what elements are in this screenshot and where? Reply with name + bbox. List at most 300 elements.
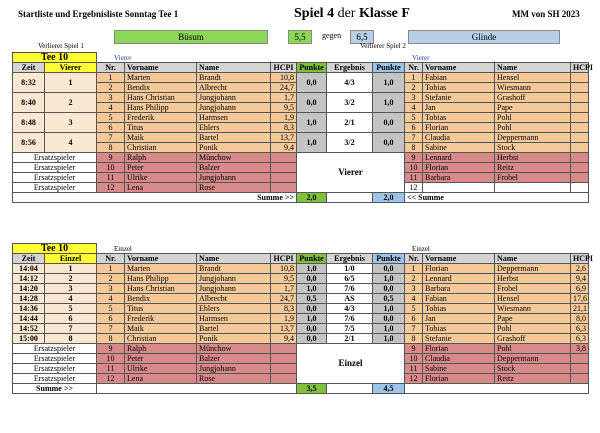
col-name: Name — [197, 254, 271, 264]
player-vorname: Marten — [125, 73, 197, 83]
away-ersatz-nr: 10 — [405, 354, 423, 364]
player-nr: 3 — [97, 284, 125, 294]
player-vorname: Frederik — [125, 113, 197, 123]
points-away: 1,0 — [373, 304, 405, 314]
ersatz-vorname: Lena — [125, 183, 197, 193]
points-home: 0,0 — [297, 73, 327, 93]
player-nr: 8 — [97, 334, 125, 344]
away-player-nr: 7 — [405, 324, 423, 334]
away-ersatz-vorname: Claudia — [423, 354, 495, 364]
match-result: 7/6 — [327, 284, 373, 294]
col-hcpi-away: HCPI — [571, 254, 589, 264]
away-player-hcpi — [571, 93, 589, 103]
away-player-name: Pape — [495, 314, 571, 324]
player-vorname: Hans Christian — [125, 93, 197, 103]
away-player-nr: 1 — [405, 73, 423, 83]
player-vorname: Maik — [125, 324, 197, 334]
points-away: 1,0 — [373, 334, 405, 344]
player-name: Albrecht — [197, 83, 271, 93]
match-result: 4/3 — [327, 304, 373, 314]
away-player-hcpi: 6,3 — [571, 334, 589, 344]
ersatz-label: Ersatzspieler — [13, 374, 97, 384]
ersatz-label: Ersatzspieler — [13, 173, 97, 183]
away-player-name: Stock — [495, 143, 571, 153]
away-player-nr: 8 — [405, 143, 423, 153]
tee-time: 14:36 — [13, 304, 45, 314]
summe-spacer-left — [97, 384, 297, 394]
match-result: 1/0 — [327, 264, 373, 274]
ersatz-hcpi — [271, 173, 297, 183]
away-ersatz-vorname: Florian — [423, 374, 495, 384]
player-name: Ponik — [197, 143, 271, 153]
away-player-nr: 4 — [405, 294, 423, 304]
away-ersatz-name: Pohl — [495, 344, 571, 354]
player-nr: 5 — [97, 113, 125, 123]
ersatz-row — [13, 344, 589, 354]
points-home: 1,0 — [297, 113, 327, 133]
player-name: Ehlers — [197, 123, 271, 133]
player-name: Jungjohann — [197, 274, 271, 284]
ersatz-vorname: Ulrike — [125, 364, 197, 374]
away-player-vorname: Fabian — [423, 73, 495, 83]
player-hcpi: 1,7 — [271, 93, 297, 103]
away-player-vorname: Tobias — [423, 83, 495, 93]
einzel-header-row — [13, 254, 589, 264]
einzel-row — [13, 284, 589, 294]
away-player-name: Wiesmann — [495, 304, 571, 314]
vierer-row — [13, 93, 589, 103]
away-ersatz-name: Frobel — [495, 173, 571, 183]
away-ersatz-name: Reitz — [495, 374, 571, 384]
ersatz-nr: 9 — [97, 153, 125, 163]
ersatz-vorname: Ralph — [125, 344, 197, 354]
ersatz-label: Ersatzspieler — [13, 163, 97, 173]
player-hcpi: 10,8 — [271, 73, 297, 83]
ersatz-hcpi — [271, 354, 297, 364]
away-player-name: Grashoff — [495, 93, 571, 103]
ersatz-row — [13, 153, 589, 163]
player-vorname: Hans Philipp — [125, 274, 197, 284]
away-ersatz-hcpi — [571, 163, 589, 173]
tee-time: 14:12 — [13, 274, 45, 284]
away-previous-label: Verlierer Spiel 2 — [360, 42, 406, 50]
ersatz-vorname: Ulrike — [125, 173, 197, 183]
points-away: 0,0 — [373, 133, 405, 153]
player-nr: 1 — [97, 264, 125, 274]
away-team-name: Glinde — [408, 30, 560, 44]
player-nr: 4 — [97, 294, 125, 304]
player-nr: 2 — [97, 274, 125, 284]
away-player-hcpi — [571, 83, 589, 93]
player-hcpi: 24,7 — [271, 294, 297, 304]
einzel-row — [13, 334, 589, 344]
away-player-name: Pohl — [495, 113, 571, 123]
ersatz-vorname: Peter — [125, 354, 197, 364]
away-ersatz-name — [495, 183, 571, 193]
player-hcpi: 8,3 — [271, 304, 297, 314]
summe-away: 2,0 — [373, 193, 405, 203]
away-ersatz-vorname: Lennard — [423, 153, 495, 163]
match-result: 4/3 — [327, 73, 373, 93]
vierer-center-label: Vierer — [297, 153, 405, 193]
away-player-vorname: Fabian — [423, 294, 495, 304]
away-player-nr: 3 — [405, 284, 423, 294]
away-ersatz-vorname: Florian — [423, 344, 495, 354]
player-name: Harmsen — [197, 314, 271, 324]
points-home: 0,0 — [297, 304, 327, 314]
away-ersatz-nr: 9 — [405, 344, 423, 354]
away-player-nr: 4 — [405, 103, 423, 113]
match-number: 6 — [45, 314, 97, 324]
points-home: 0,0 — [297, 324, 327, 334]
spiel-label: Spiel 4 — [294, 6, 335, 21]
tee-time: 14:44 — [13, 314, 45, 324]
col-nr-away: Nr. — [405, 63, 423, 73]
away-ersatz-hcpi — [571, 153, 589, 163]
away-player-hcpi: 8,0 — [571, 314, 589, 324]
away-player-name: Pohl — [495, 324, 571, 334]
vierer-row — [13, 133, 589, 143]
tee-time: 8:32 — [13, 73, 45, 93]
away-player-vorname: Tobias — [423, 324, 495, 334]
match-number: 4 — [45, 133, 97, 153]
away-ersatz-vorname: Barbara — [423, 173, 495, 183]
points-home: 1,0 — [297, 314, 327, 324]
player-vorname: Titus — [125, 123, 197, 133]
player-name: Ponik — [197, 334, 271, 344]
col-hcpi-away: HCPI — [571, 63, 589, 73]
match-result: 2/1 — [327, 113, 373, 133]
vierer-summe-row — [13, 193, 589, 203]
match-result: 3/2 — [327, 93, 373, 113]
einzel-row — [13, 304, 589, 314]
summe-home: 3,5 — [297, 384, 327, 394]
away-player-vorname: Stefanie — [423, 93, 495, 103]
match-number: 8 — [45, 334, 97, 344]
player-name: Jungjohann — [197, 103, 271, 113]
col-zeit: Zeit — [13, 254, 45, 264]
player-vorname: Hans Philipp — [125, 103, 197, 113]
match-number: 4 — [45, 294, 97, 304]
away-player-hcpi — [571, 73, 589, 83]
tee-time: 8:48 — [13, 113, 45, 133]
player-hcpi: 13,7 — [271, 324, 297, 334]
player-hcpi: 8,3 — [271, 123, 297, 133]
ersatz-hcpi — [271, 163, 297, 173]
col-mode: Vierer — [45, 63, 97, 73]
tee-time: 14:04 — [13, 264, 45, 274]
ersatz-hcpi — [271, 364, 297, 374]
ersatz-label: Ersatzspieler — [13, 153, 97, 163]
col-ergebnis: Ergebnis — [327, 254, 373, 264]
player-name: Brandt — [197, 73, 271, 83]
col-name-away: Name — [495, 254, 571, 264]
col-nr: Nr. — [97, 63, 125, 73]
player-vorname: Marten — [125, 264, 197, 274]
away-player-vorname: Tobias — [423, 304, 495, 314]
vierer-row — [13, 73, 589, 83]
ersatz-vorname: Peter — [125, 163, 197, 173]
sheet-title: Startliste und Ergebnisliste Sonntag Tee 1 — [18, 9, 179, 19]
summe-label-home: Summe >> — [13, 193, 297, 203]
player-hcpi: 9,4 — [271, 143, 297, 153]
away-ersatz-nr: 12 — [405, 183, 423, 193]
away-player-hcpi: 9,4 — [571, 274, 589, 284]
einzel-summe-row — [13, 384, 589, 394]
away-ersatz-hcpi: 3,8 — [571, 344, 589, 354]
points-home: 0,0 — [297, 334, 327, 344]
player-vorname: Bendix — [125, 294, 197, 304]
player-name: Bartel — [197, 324, 271, 334]
player-vorname: Frederik — [125, 314, 197, 324]
einzel-label-left: Einzel — [114, 245, 132, 253]
col-nr: Nr. — [97, 254, 125, 264]
einzel-row — [13, 294, 589, 304]
away-ersatz-hcpi — [571, 364, 589, 374]
away-player-vorname: Florian — [423, 264, 495, 274]
away-ersatz-name: Herbst — [495, 153, 571, 163]
einzel-row — [13, 274, 589, 284]
ersatz-vorname: Ralph — [125, 153, 197, 163]
away-player-name: Pohl — [495, 123, 571, 133]
points-home: 1,0 — [297, 133, 327, 153]
home-team-name: Büsum — [114, 30, 268, 44]
col-punkte-away: Punkte — [373, 254, 405, 264]
vierer-table — [12, 52, 594, 203]
away-player-hcpi: 21,1 — [571, 304, 589, 314]
player-name: Brandt — [197, 264, 271, 274]
player-nr: 6 — [97, 314, 125, 324]
col-mode: Einzel — [45, 254, 97, 264]
home-previous-label: Verlierer Spiel 1 — [38, 42, 84, 50]
summe-label-away: << Summe — [405, 193, 589, 203]
ersatz-name: Münchow — [197, 153, 271, 163]
away-team-score: 6,5 — [350, 30, 374, 44]
match-result: 6/5 — [327, 274, 373, 284]
tee-time: 15:00 — [13, 334, 45, 344]
home-team-score: 5,5 — [288, 30, 312, 44]
away-player-hcpi — [571, 113, 589, 123]
away-player-nr: 5 — [405, 113, 423, 123]
match-result: 2/1 — [327, 334, 373, 344]
summe-label-home: Summe >> — [13, 384, 97, 394]
col-punkte-home: Punkte — [297, 63, 327, 73]
tee-time: 8:56 — [13, 133, 45, 153]
einzel-center-label: Einzel — [297, 344, 405, 384]
player-vorname: Hans Christian — [125, 284, 197, 294]
summe-spacer — [327, 193, 373, 203]
points-away: 1,0 — [373, 73, 405, 93]
away-player-vorname: Lennard — [423, 274, 495, 284]
einzel-row — [13, 314, 589, 324]
points-home: 0,0 — [297, 274, 327, 284]
player-vorname: Bendix — [125, 83, 197, 93]
player-hcpi: 24,7 — [271, 83, 297, 93]
vierer-label-left: Vierer — [114, 54, 132, 62]
col-hcpi: HCPI — [271, 63, 297, 73]
vierer-header-row — [13, 63, 589, 73]
away-player-hcpi — [571, 143, 589, 153]
away-player-nr: 8 — [405, 334, 423, 344]
col-punkte-home: Punkte — [297, 254, 327, 264]
away-player-vorname: Stefanie — [423, 334, 495, 344]
away-player-vorname: Tobias — [423, 113, 495, 123]
ersatz-label: Ersatzspieler — [13, 364, 97, 374]
away-player-vorname: Barbara — [423, 284, 495, 294]
match-number: 5 — [45, 304, 97, 314]
match-number: 3 — [45, 113, 97, 133]
ersatz-vorname: Lena — [125, 374, 197, 384]
away-player-name: Deppermann — [495, 264, 571, 274]
player-hcpi: 9,4 — [271, 334, 297, 344]
match-number: 1 — [45, 73, 97, 93]
away-player-name: Hensel — [495, 294, 571, 304]
ersatz-nr: 11 — [97, 173, 125, 183]
away-player-hcpi: 6,3 — [571, 324, 589, 334]
away-player-name: Frobel — [495, 284, 571, 294]
col-vorname-away: Vorname — [423, 63, 495, 73]
player-vorname: Christian — [125, 143, 197, 153]
ersatz-name: Balzer — [197, 163, 271, 173]
player-nr: 2 — [97, 83, 125, 93]
col-ergebnis: Ergebnis — [327, 63, 373, 73]
away-player-name: Wiesmann — [495, 83, 571, 93]
tournament-label: MM von SH 2023 — [512, 9, 580, 19]
player-hcpi: 1,9 — [271, 314, 297, 324]
summe-spacer — [327, 384, 373, 394]
player-name: Ehlers — [197, 304, 271, 314]
away-ersatz-name: Deppermann — [495, 354, 571, 364]
away-player-hcpi: 2,6 — [571, 264, 589, 274]
match-result: 3/2 — [327, 133, 373, 153]
match-number: 3 — [45, 284, 97, 294]
ersatz-hcpi — [271, 344, 297, 354]
tee-time: 14:28 — [13, 294, 45, 304]
away-ersatz-nr: 12 — [405, 374, 423, 384]
player-nr: 7 — [97, 324, 125, 334]
away-ersatz-nr: 11 — [405, 364, 423, 374]
away-ersatz-hcpi — [571, 374, 589, 384]
player-name: Jungjohann — [197, 93, 271, 103]
points-away: 0,0 — [373, 284, 405, 294]
ersatz-hcpi — [271, 374, 297, 384]
away-player-nr: 6 — [405, 314, 423, 324]
points-away: 0,0 — [373, 264, 405, 274]
der-label: der — [337, 6, 356, 21]
ersatz-nr: 12 — [97, 183, 125, 193]
player-hcpi: 10,8 — [271, 264, 297, 274]
einzel-row — [13, 264, 589, 274]
points-away: 1,0 — [373, 274, 405, 284]
player-name: Harmsen — [197, 113, 271, 123]
col-hcpi: HCPI — [271, 254, 297, 264]
player-nr: 7 — [97, 133, 125, 143]
player-name: Bartel — [197, 133, 271, 143]
col-vorname: Vorname — [125, 254, 197, 264]
tee-time: 8:40 — [13, 93, 45, 113]
points-away: 0,0 — [373, 314, 405, 324]
ersatz-label: Ersatzspieler — [13, 183, 97, 193]
ersatz-name: Rose — [197, 183, 271, 193]
ersatz-name: Rose — [197, 374, 271, 384]
points-home: 1,0 — [297, 264, 327, 274]
match-title — [294, 6, 410, 22]
player-nr: 3 — [97, 93, 125, 103]
ersatz-nr: 10 — [97, 354, 125, 364]
away-ersatz-nr: 10 — [405, 163, 423, 173]
gegen-label: gegen — [322, 31, 342, 40]
player-hcpi: 9,5 — [271, 103, 297, 113]
ersatz-name: Jungjohann — [197, 173, 271, 183]
away-ersatz-vorname — [423, 183, 495, 193]
ersatz-label: Ersatzspieler — [13, 354, 97, 364]
ersatz-label: Ersatzspieler — [13, 344, 97, 354]
away-player-nr: 2 — [405, 274, 423, 284]
player-name: Albrecht — [197, 294, 271, 304]
ersatz-name: Jungjohann — [197, 364, 271, 374]
points-home: 0,5 — [297, 294, 327, 304]
einzel-row — [13, 324, 589, 334]
away-player-nr: 6 — [405, 123, 423, 133]
player-hcpi: 1,7 — [271, 284, 297, 294]
tee-time: 14:20 — [13, 284, 45, 294]
away-ersatz-nr: 9 — [405, 153, 423, 163]
away-player-name: Grashoff — [495, 334, 571, 344]
match-number: 2 — [45, 93, 97, 113]
away-player-nr: 5 — [405, 304, 423, 314]
points-home: 1,0 — [297, 284, 327, 294]
away-player-vorname: Jan — [423, 103, 495, 113]
away-ersatz-nr: 11 — [405, 173, 423, 183]
away-player-nr: 2 — [405, 83, 423, 93]
away-player-hcpi — [571, 103, 589, 113]
player-name: Jungjohann — [197, 284, 271, 294]
away-player-name: Hensel — [495, 73, 571, 83]
einzel-tee: Tee 10 — [13, 244, 97, 254]
ersatz-nr: 10 — [97, 163, 125, 173]
match-number: 1 — [45, 264, 97, 274]
player-nr: 6 — [97, 123, 125, 133]
player-vorname: Christian — [125, 334, 197, 344]
col-name: Name — [197, 63, 271, 73]
points-home: 0,0 — [297, 93, 327, 113]
tee-time: 14:52 — [13, 324, 45, 334]
away-player-hcpi — [571, 123, 589, 133]
match-result: AS — [327, 294, 373, 304]
away-player-vorname: Claudia — [423, 133, 495, 143]
away-player-hcpi: 6,9 — [571, 284, 589, 294]
ersatz-name: Münchow — [197, 344, 271, 354]
vierer-tee: Tee 10 — [13, 53, 97, 63]
einzel-table — [12, 243, 594, 394]
away-player-hcpi: 17,6 — [571, 294, 589, 304]
away-ersatz-name: Stock — [495, 364, 571, 374]
away-player-vorname: Sabine — [423, 143, 495, 153]
away-player-name: Pape — [495, 103, 571, 113]
away-ersatz-vorname: Florian — [423, 163, 495, 173]
points-away: 0,5 — [373, 294, 405, 304]
away-player-vorname: Jan — [423, 314, 495, 324]
points-away: 0,0 — [373, 113, 405, 133]
einzel-label-right: Einzel — [412, 245, 430, 253]
points-away: 1,0 — [373, 324, 405, 334]
player-hcpi: 13,7 — [271, 133, 297, 143]
away-player-name: Herbst — [495, 274, 571, 284]
away-player-hcpi — [571, 133, 589, 143]
away-player-nr: 7 — [405, 133, 423, 143]
player-nr: 1 — [97, 73, 125, 83]
col-vorname: Vorname — [125, 63, 197, 73]
